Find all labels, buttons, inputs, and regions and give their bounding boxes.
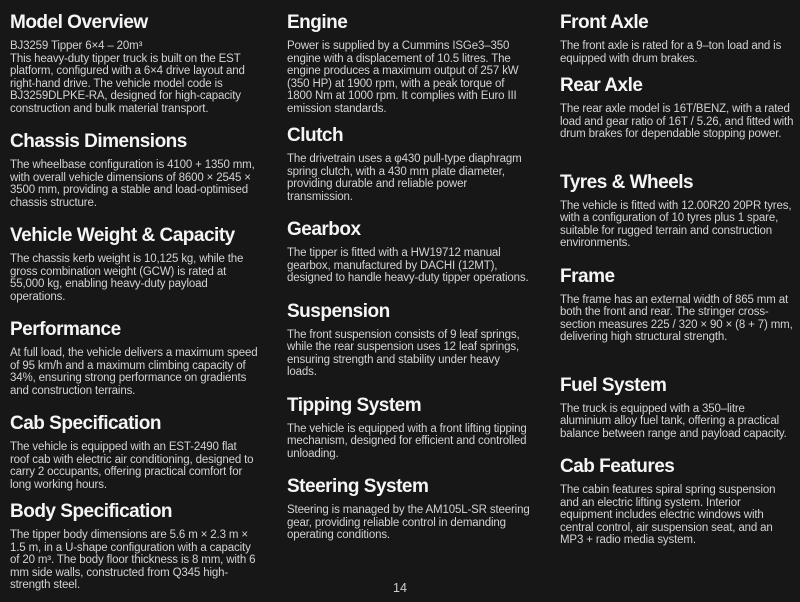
engine-body: Power is supplied by a Cummins ISGe3–350 engine with a displacement of 10.5 litres. The engine produces a maximum output of 257 kW (350 HP) at 1900 rpm, with a peak torque of 1800 Nm at 1000 rpm. It complies with Euro III emission standards. xyxy=(287,40,519,115)
section-engine xyxy=(287,12,531,115)
heading-clutch: Clutch xyxy=(287,125,344,146)
section-tipping-system xyxy=(287,395,531,461)
section-chassis-dimensions xyxy=(10,131,258,209)
section-performance xyxy=(10,319,258,397)
heading-tipping-system: Tipping System xyxy=(287,394,422,416)
section-gearbox xyxy=(287,219,531,285)
section-suspension xyxy=(287,301,531,379)
heading-cab-features: Cab Features xyxy=(560,456,675,477)
heading-tyres-wheels: Tyres & Wheels xyxy=(560,171,694,193)
tipping-system-body: The vehicle is equipped with a front lifting tipping mechanism, designed for efficient and controlled unloading. xyxy=(287,422,527,460)
front-axle-body: The front axle is rated for a 9–ton load and is equipped with drum brakes. xyxy=(560,40,782,65)
heading-body-specification: Body Specification xyxy=(10,501,173,522)
section-rear-axle xyxy=(560,75,794,141)
section-clutch xyxy=(287,125,531,203)
section-front-axle xyxy=(560,12,794,65)
column-left xyxy=(10,12,258,592)
model-overview-body: This heavy-duty tipper truck is built on the EST platform, configured with a 6×4 drive layout and right-hand drive. The vehicle model code is BJ3259DLPKE-RA, designed for high-capacity construction and bulk material transport. xyxy=(10,52,245,115)
vehicle-weight-capacity-body: The chassis kerb weight is 10,125 kg, while the gross combination weight (GCW) is rated at 55,000 kg, enabling heavy-duty payload operations. xyxy=(10,253,244,303)
suspension-body: The front suspension consists of 9 leaf springs, while the rear suspension uses 12 leaf springs, ensuring strength and stability under heavy loads. xyxy=(287,328,520,378)
heading-cab-specification: Cab Specification xyxy=(10,413,161,434)
heading-frame: Frame xyxy=(560,265,615,287)
section-tyres-wheels xyxy=(560,172,794,250)
heading-engine: Engine xyxy=(287,12,348,33)
tyres-wheels-body: The vehicle is fitted with 12.00R20 20PR tyres, with a configuration of 10 tyres plus 1 spare, suitable for rugged terrain and construction environments. xyxy=(560,199,792,249)
column-right xyxy=(560,12,794,592)
gearbox-body: The tipper is fitted with a HW19712 manual gearbox, manufactured by DACHI (12MT), designed to handle heavy-duty tipper operations. xyxy=(287,247,529,284)
cab-features-body: The cabin features spiral spring suspension and an electric lifting system. Interior equipment includes electric windows with central control, air suspension seat, and an MP3 + radio media system. xyxy=(560,484,776,546)
chassis-dimensions-body: The wheelbase configuration is 4100 + 1350 mm, with overall vehicle dimensions of 8600 × 2545 × 3500 mm, providing a stable and load-optimised chassis structure. xyxy=(10,159,255,209)
heading-model-overview: Model Overview xyxy=(10,12,148,33)
heading-front-axle: Front Axle xyxy=(560,12,649,33)
cab-specification-body: The vehicle is equipped with an EST-2490 flat roof cab with electric air conditioning, designed to carry 2 occupants, offering practical comfort for long working hours. xyxy=(10,441,254,491)
section-body-specification xyxy=(10,501,258,592)
section-steering-system xyxy=(287,476,531,542)
section-cab-specification xyxy=(10,413,258,491)
section-vehicle-weight-capacity xyxy=(10,225,258,303)
frame-body: The frame has an external width of 865 mm at both the front and rear. The stringer cross-section measures 225 / 320 × 90 × (8 + 7) mm, delivering high structural strength. xyxy=(560,293,793,343)
page-number: 14 xyxy=(393,581,407,595)
rear-axle-body: The rear axle model is 16T/BENZ, with a rated load and gear ratio of 16T / 5.26, and fitted with drum brakes for dependable stopping power. xyxy=(560,103,794,140)
section-cab-features xyxy=(560,456,794,547)
performance-body: At full load, the vehicle delivers a maximum speed of 95 km/h and a maximum climbing capacity of 34%, ensuring strong performance on gradients and construction terrains. xyxy=(10,347,258,397)
body-specification-body: The tipper body dimensions are 5.6 m × 2.3 m × 1.5 m, in a U-shape configuration with a capacity of 20 m³. The body floor thickness is 8 mm, with 6 mm side walls, constructed from Q345 high-strength steel. xyxy=(10,529,256,591)
heading-gearbox: Gearbox xyxy=(287,219,361,240)
heading-suspension: Suspension xyxy=(287,300,390,322)
clutch-body: The drivetrain uses a φ430 pull-type diaphragm spring clutch, with a 430 mm plate diameter, providing durable and reliable power transmission. xyxy=(287,153,522,203)
heading-performance: Performance xyxy=(10,319,121,340)
heading-chassis-dimensions: Chassis Dimensions xyxy=(10,131,187,152)
heading-steering-system: Steering System xyxy=(287,476,429,497)
model-overview-subtitle: BJ3259 Tipper 6×4 – 20m³ xyxy=(10,40,143,52)
heading-rear-axle: Rear Axle xyxy=(560,75,643,96)
fuel-system-body: The truck is equipped with a 350–litre aluminium alloy fuel tank, offering a practical balance between range and payload capacity. xyxy=(560,402,787,440)
section-model-overview xyxy=(10,12,258,115)
section-fuel-system xyxy=(560,375,794,441)
section-frame xyxy=(560,266,794,344)
steering-system-body: Steering is managed by the AM105L-SR steering gear, providing reliable control in demanding operating conditions. xyxy=(287,504,530,541)
column-middle xyxy=(287,12,531,592)
heading-vehicle-weight-capacity: Vehicle Weight & Capacity xyxy=(10,225,235,246)
heading-fuel-system: Fuel System xyxy=(560,374,667,396)
